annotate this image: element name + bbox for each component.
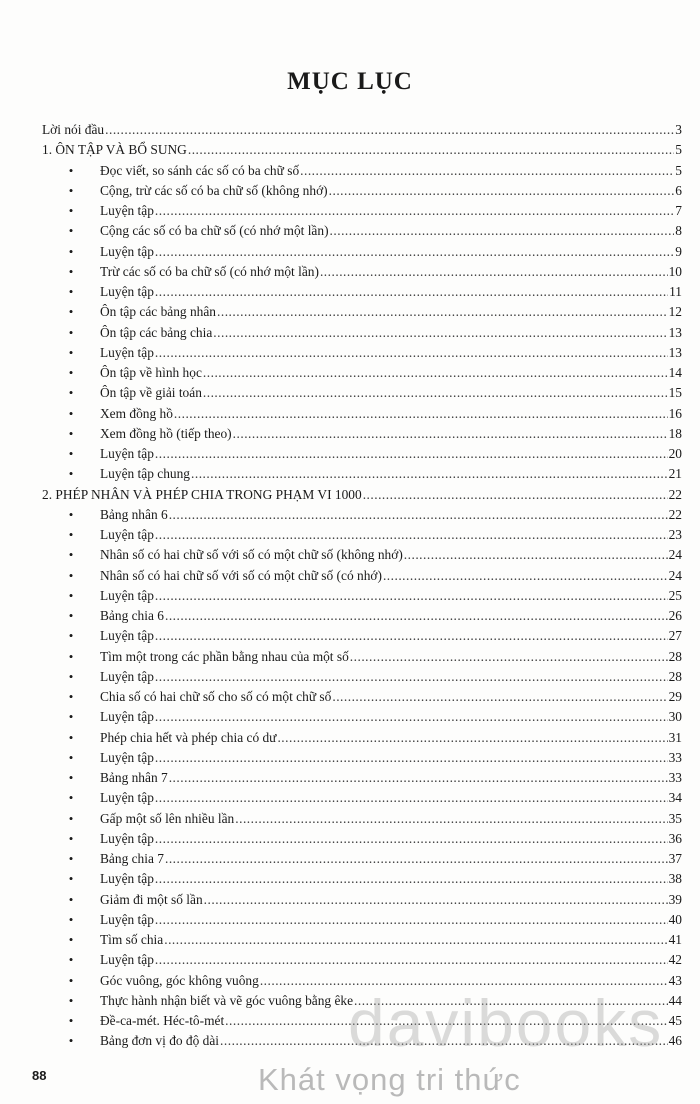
dot-leader	[164, 930, 667, 950]
dot-leader	[330, 221, 675, 241]
toc-entry	[42, 707, 682, 727]
toc-entry-page: 20	[668, 446, 682, 461]
dot-leader	[155, 667, 668, 687]
dot-leader	[155, 444, 668, 464]
toc-entry-page: 7	[675, 203, 682, 218]
toc-entry-page: 9	[675, 243, 682, 259]
dot-leader	[350, 647, 668, 667]
bullet-icon: •	[68, 263, 74, 279]
toc-entry-page: 46	[668, 1033, 682, 1049]
toc-entry-page: 3	[675, 122, 682, 137]
dot-leader	[155, 748, 668, 768]
toc-entry-page: 5	[675, 142, 682, 158]
toc-entry-page: 41	[668, 932, 682, 947]
bullet-icon: •	[68, 648, 74, 664]
bullet-icon: •	[68, 790, 74, 806]
bullet-icon: •	[68, 1013, 74, 1028]
dot-leader	[165, 849, 668, 869]
table-of-contents	[42, 120, 682, 1052]
toc-entry	[42, 1011, 682, 1031]
bullet-icon: •	[68, 770, 74, 785]
toc-entry	[42, 161, 682, 181]
toc-entry	[42, 930, 682, 950]
dot-leader	[320, 262, 668, 282]
toc-entry-page: 13	[668, 344, 682, 360]
bullet-icon: •	[68, 547, 74, 563]
toc-entry-page: 15	[668, 385, 682, 401]
bullet-icon: •	[68, 972, 74, 988]
toc-entry-page: 29	[668, 689, 682, 704]
page-number: 88	[32, 1068, 47, 1083]
toc-entry	[42, 282, 682, 302]
toc-entry-page: 25	[668, 587, 682, 603]
toc-entry	[42, 363, 682, 383]
toc-entry	[42, 302, 682, 322]
toc-entry-label: Nhân số có hai chữ số với số có một chữ số (không nhớ)	[100, 547, 403, 563]
dot-leader	[155, 707, 668, 727]
toc-entry-label: Luyện tập	[100, 527, 154, 542]
toc-entry-label: Luyện tập	[100, 790, 154, 806]
watermark-tagline: Khát vọng tri thức	[258, 1062, 521, 1097]
dot-leader	[329, 181, 675, 201]
toc-entry-label: Chia số có hai chữ số cho số có một chữ số	[100, 689, 332, 704]
toc-entry-page: 22	[668, 506, 682, 522]
toc-entry-label: Xem đồng hồ	[100, 405, 173, 421]
toc-entry-page: 44	[668, 992, 682, 1008]
toc-entry	[42, 343, 682, 363]
toc-entry	[42, 768, 682, 788]
toc-entry-page: 28	[668, 668, 682, 684]
dot-leader	[155, 626, 668, 646]
toc-entry-label: 2. PHÉP NHÂN VÀ PHÉP CHIA TRONG PHẠM VI 1000	[42, 486, 362, 502]
dot-leader	[213, 323, 667, 343]
toc-entry-label: Luyện tập	[100, 284, 154, 299]
toc-entry-page: 8	[675, 223, 682, 239]
toc-entry-label: Luyện tập	[100, 911, 154, 927]
dot-leader	[217, 302, 668, 322]
toc-entry	[42, 728, 682, 748]
toc-entry	[42, 323, 682, 343]
dot-leader	[155, 586, 668, 606]
bullet-icon: •	[68, 709, 74, 725]
toc-entry	[42, 910, 682, 930]
toc-entry-label: Đọc viết, so sánh các số có ba chữ số	[100, 162, 300, 178]
bullet-icon: •	[68, 223, 74, 239]
toc-entry-label: Luyện tập	[100, 830, 154, 846]
toc-entry-label: Ôn tập về giải toán	[100, 385, 202, 401]
dot-leader	[204, 890, 668, 910]
toc-entry-page: 31	[668, 729, 682, 745]
toc-entry-label: Thực hành nhận biết và vẽ góc vuông bằng êke	[100, 992, 354, 1008]
dot-leader	[404, 545, 668, 565]
dot-leader	[155, 525, 668, 545]
toc-entry	[42, 566, 682, 586]
toc-entry	[42, 262, 682, 282]
toc-entry-label: Bảng chia 7	[100, 851, 164, 866]
bullet-icon: •	[68, 344, 74, 360]
watermark-logo: davibooks	[348, 986, 664, 1060]
toc-section-heading	[42, 140, 682, 160]
bullet-icon: •	[68, 992, 74, 1008]
toc-entry-page: 37	[668, 851, 682, 866]
toc-entry-page: 33	[668, 770, 682, 785]
toc-entry-label: Luyện tập	[100, 952, 154, 968]
toc-entry	[42, 829, 682, 849]
toc-entry-label: Luyện tập	[100, 203, 154, 218]
dot-leader	[155, 242, 674, 262]
dot-leader	[191, 464, 668, 484]
bullet-icon: •	[68, 830, 74, 846]
toc-entry-label: Cộng các số có ba chữ số (có nhớ một lần)	[100, 223, 329, 239]
toc-entry	[42, 181, 682, 201]
bullet-icon: •	[68, 1033, 74, 1049]
toc-section-heading	[42, 485, 682, 505]
toc-entry	[42, 687, 682, 707]
toc-entry-label: Luyện tập	[100, 587, 154, 603]
bullet-icon: •	[68, 284, 74, 299]
dot-leader	[155, 950, 668, 970]
toc-entry-page: 39	[668, 891, 682, 907]
bullet-icon: •	[68, 425, 74, 441]
toc-entry-page: 35	[668, 810, 682, 826]
dot-leader	[203, 383, 668, 403]
bullet-icon: •	[68, 810, 74, 826]
toc-entry-page: 42	[668, 952, 682, 968]
toc-entry	[42, 667, 682, 687]
dot-leader	[188, 140, 674, 160]
dot-leader	[354, 991, 668, 1011]
dot-leader	[169, 768, 668, 788]
toc-entry-label: Luyện tập	[100, 446, 154, 461]
toc-entry-label: Luyện tập	[100, 243, 154, 259]
toc-entry-page: 45	[668, 1013, 682, 1028]
bullet-icon: •	[68, 952, 74, 968]
bullet-icon: •	[68, 871, 74, 887]
toc-entry-page: 43	[668, 972, 682, 988]
bullet-icon: •	[68, 405, 74, 421]
bullet-icon: •	[68, 608, 74, 623]
dot-leader	[233, 424, 668, 444]
toc-entry	[42, 890, 682, 910]
toc-entry-label: Ôn tập về hình học	[100, 365, 202, 380]
bullet-icon: •	[68, 324, 74, 340]
dot-leader	[174, 404, 668, 424]
toc-entry-label: Luyện tập chung	[100, 466, 190, 482]
bullet-icon: •	[68, 446, 74, 461]
toc-entry	[42, 647, 682, 667]
toc-entry	[42, 383, 682, 403]
dot-leader	[105, 120, 674, 140]
toc-entry-page: 16	[668, 405, 682, 421]
bullet-icon: •	[68, 365, 74, 380]
dot-leader	[155, 869, 668, 889]
toc-entry	[42, 464, 682, 484]
toc-entry-label: Bảng nhân 6	[100, 506, 168, 522]
toc-entry-label: Luyện tập	[100, 871, 154, 887]
toc-entry	[42, 505, 682, 525]
bullet-icon: •	[68, 587, 74, 603]
toc-entry	[42, 525, 682, 545]
toc-entry	[42, 221, 682, 241]
toc-entry-label: Bảng đơn vị đo độ dài	[100, 1033, 220, 1049]
toc-entry-page: 5	[675, 162, 682, 178]
bullet-icon: •	[68, 162, 74, 178]
bullet-icon: •	[68, 466, 74, 482]
toc-entry-label: Luyện tập	[100, 628, 154, 644]
bullet-icon: •	[68, 304, 74, 320]
toc-entry-label: Góc vuông, góc không vuông	[100, 972, 259, 988]
toc-entry-page: 24	[668, 547, 682, 563]
toc-entry-label: Nhân số có hai chữ số với số có một chữ số (có nhớ)	[100, 567, 382, 583]
toc-entry-label: Luyện tập	[100, 749, 154, 765]
toc-entry-page: 10	[668, 263, 682, 279]
dot-leader	[260, 971, 668, 991]
toc-entry	[42, 242, 682, 262]
toc-entry-page: 22	[668, 486, 682, 502]
toc-entry	[42, 748, 682, 768]
dot-leader	[169, 505, 668, 525]
toc-entry-label: Luyện tập	[100, 668, 154, 684]
toc-entry-label: Luyện tập	[100, 709, 154, 725]
bullet-icon: •	[68, 527, 74, 542]
toc-entry-page: 40	[668, 911, 682, 927]
bullet-icon: •	[68, 729, 74, 745]
toc-entry-label: Phép chia hết và phép chia có dư	[100, 729, 277, 745]
toc-entry-label: Xem đồng hồ (tiếp theo)	[100, 425, 232, 441]
dot-leader	[277, 728, 667, 748]
toc-entry-page: 27	[668, 628, 682, 644]
toc-entry	[42, 849, 682, 869]
toc-entry-page: 24	[668, 567, 682, 583]
toc-entry	[42, 201, 682, 221]
toc-entry-label: Luyện tập	[100, 344, 154, 360]
toc-entry-page: 34	[668, 790, 682, 806]
toc-entry-page: 26	[668, 608, 682, 623]
toc-entry-label: 1. ÔN TẬP VÀ BỔ SUNG	[42, 142, 187, 158]
toc-entry-page: 33	[668, 749, 682, 765]
toc-entry-page: 21	[668, 466, 682, 482]
toc-entry-page: 38	[668, 871, 682, 887]
toc-entry-page: 30	[668, 709, 682, 725]
toc-entry	[42, 950, 682, 970]
toc-entry-label: Tìm một trong các phần bằng nhau của một số	[100, 648, 349, 664]
toc-entry-page: 18	[668, 425, 682, 441]
bullet-icon: •	[68, 749, 74, 765]
toc-entry	[42, 971, 682, 991]
dot-leader	[155, 829, 668, 849]
toc-entry	[42, 444, 682, 464]
toc-entry-label: Trừ các số có ba chữ số (có nhớ một lần)	[100, 263, 319, 279]
bullet-icon: •	[68, 243, 74, 259]
toc-entry-page: 36	[668, 830, 682, 846]
toc-entry-label: Đề-ca-mét. Héc-tô-mét	[100, 1013, 225, 1028]
toc-entry-page: 14	[668, 365, 682, 380]
bullet-icon: •	[68, 385, 74, 401]
dot-leader	[203, 363, 668, 383]
toc-entry-page: 12	[668, 304, 682, 320]
dot-leader	[155, 910, 668, 930]
bullet-icon: •	[68, 628, 74, 644]
toc-entry-label: Ôn tập các bảng nhân	[100, 304, 217, 320]
bullet-icon: •	[68, 932, 74, 947]
toc-entry-label: Giảm đi một số lần	[100, 891, 203, 907]
toc-entry-page: 11	[669, 284, 682, 299]
dot-leader	[332, 687, 667, 707]
dot-leader	[165, 606, 668, 626]
toc-entry-label: Bảng nhân 7	[100, 770, 168, 785]
toc-entry	[42, 1031, 682, 1051]
toc-entry	[42, 626, 682, 646]
toc-entry-label: Cộng, trừ các số có ba chữ số (không nhớ)	[100, 182, 328, 198]
bullet-icon: •	[68, 911, 74, 927]
dot-leader	[383, 566, 668, 586]
toc-entry-page: 13	[668, 324, 682, 340]
dot-leader	[235, 809, 667, 829]
toc-entry	[42, 809, 682, 829]
toc-entry	[42, 606, 682, 626]
bullet-icon: •	[68, 567, 74, 583]
dot-leader	[155, 282, 668, 302]
dot-leader	[225, 1011, 667, 1031]
bullet-icon: •	[68, 668, 74, 684]
toc-entry	[42, 545, 682, 565]
toc-entry	[42, 991, 682, 1011]
toc-entry	[42, 788, 682, 808]
dot-leader	[300, 161, 674, 181]
bullet-icon: •	[68, 851, 74, 866]
dot-leader	[220, 1031, 668, 1051]
dot-leader	[155, 201, 674, 221]
dot-leader	[155, 343, 668, 363]
toc-entry-page: 6	[675, 182, 682, 198]
toc-entry	[42, 424, 682, 444]
bullet-icon: •	[68, 506, 74, 522]
toc-entry-page: 28	[668, 648, 682, 664]
toc-entry	[42, 586, 682, 606]
bullet-icon: •	[68, 203, 74, 218]
bullet-icon: •	[68, 689, 74, 704]
toc-entry-label: Gấp một số lên nhiều lần	[100, 810, 235, 826]
page-title: MỤC LỤC	[287, 68, 413, 95]
toc-entry-label: Bảng chia 6	[100, 608, 164, 623]
toc-entry	[42, 404, 682, 424]
bullet-icon: •	[68, 182, 74, 198]
toc-entry-page: 23	[668, 527, 682, 542]
dot-leader	[363, 485, 668, 505]
toc-entry-label: Lời nói đầu	[42, 122, 105, 137]
dot-leader	[155, 788, 668, 808]
toc-entry-label: Tìm số chia	[100, 932, 164, 947]
toc-entry-label: Ôn tập các bảng chia	[100, 324, 213, 340]
bullet-icon: •	[68, 891, 74, 907]
toc-section-heading	[42, 120, 682, 140]
toc-entry	[42, 869, 682, 889]
